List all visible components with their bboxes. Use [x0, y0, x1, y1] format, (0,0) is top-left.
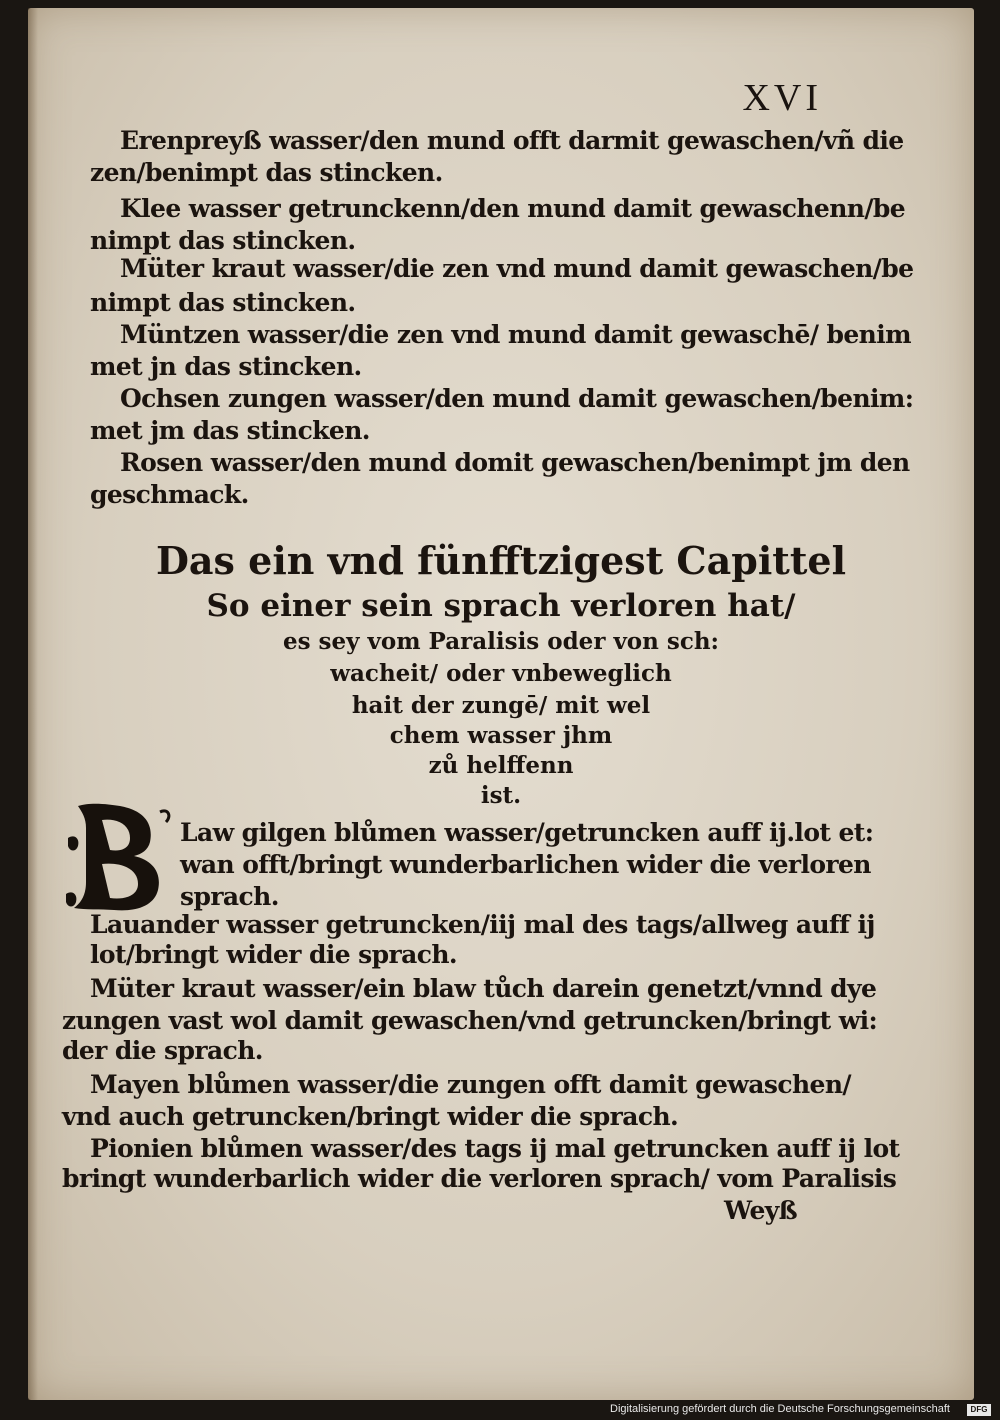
text-line: Müter kraut wasser/ein blaw tůch darein genetzt/vnnd dye: [90, 974, 877, 1003]
dfg-logo: DFG: [967, 1404, 991, 1416]
text-line: Müntzen wasser/die zen vnd mund damit gewaschē/ benim: [120, 320, 911, 349]
text-line: geschmack.: [90, 480, 249, 509]
text-line: Lauander wasser getruncken/iij mal des tags/allweg auff ij: [90, 910, 875, 939]
book-page: [28, 8, 974, 1400]
text-line: Rosen wasser/den mund domit gewaschen/benimpt jm den: [120, 448, 910, 477]
chapter-subtitle-line: wacheit/ oder vnbeweglich: [330, 660, 672, 687]
text-line: der die sprach.: [62, 1036, 263, 1065]
text-line: zen/benimpt das stincken.: [90, 158, 443, 187]
folio-number: XVI: [742, 77, 822, 119]
chapter-subtitle-line: So einer sein sprach verloren hat/: [206, 588, 796, 624]
catchword: Weyß: [724, 1196, 798, 1225]
text-line: lot/bringt wider die sprach.: [90, 940, 458, 969]
text-line: Mayen blůmen wasser/die zungen offt damit gewaschen/: [90, 1070, 851, 1099]
digitization-credit: Digitalisierung gefördert durch die Deutsche Forschungsgemeinschaft: [610, 1403, 950, 1415]
text-line: nimpt das stincken.: [90, 226, 356, 255]
decorated-initial-b: [60, 798, 176, 914]
text-line: Erenpreyß wasser/den mund offt darmit gewaschen/vñ die: [120, 126, 904, 155]
text-line: nimpt das stincken.: [90, 288, 356, 317]
text-line: Ochsen zungen wasser/den mund damit gewaschen/benim:: [120, 384, 914, 413]
text-line: vnd auch getruncken/bringt wider die sprach.: [62, 1102, 679, 1131]
text-line: bringt wunderbarlich wider die verloren sprach/ vom Paralisis: [62, 1164, 897, 1193]
chapter-subtitle-line: chem wasser jhm: [389, 722, 613, 749]
text-line: wan offt/bringt wunderbarlichen wider die verloren: [180, 850, 871, 879]
text-line: zungen vast wol damit gewaschen/vnd getruncken/bringt wi:: [62, 1006, 878, 1035]
text-line: met jn das stincken.: [90, 352, 362, 381]
chapter-subtitle-line: ist.: [480, 782, 522, 809]
text-line: Pionien blůmen wasser/des tags ij mal getruncken auff ij lot: [90, 1134, 900, 1163]
text-line: Müter kraut wasser/die zen vnd mund damit gewaschen/be: [120, 254, 914, 283]
text-line: Law gilgen blůmen wasser/getruncken auff ij.lot et:: [180, 818, 874, 847]
chapter-subtitle-line: hait der zungē/ mit wel: [351, 692, 651, 719]
text-line: met jm das stincken.: [90, 416, 370, 445]
chapter-subtitle-line: es sey vom Paralisis oder von sch:: [282, 628, 720, 655]
text-line: Klee wasser getrunckenn/den mund damit gewaschenn/be: [120, 194, 906, 223]
chapter-title: Das ein vnd fünfftzigest Capittel: [155, 538, 847, 583]
chapter-subtitle-line: zů helffenn: [428, 752, 574, 779]
text-line: sprach.: [180, 882, 279, 911]
